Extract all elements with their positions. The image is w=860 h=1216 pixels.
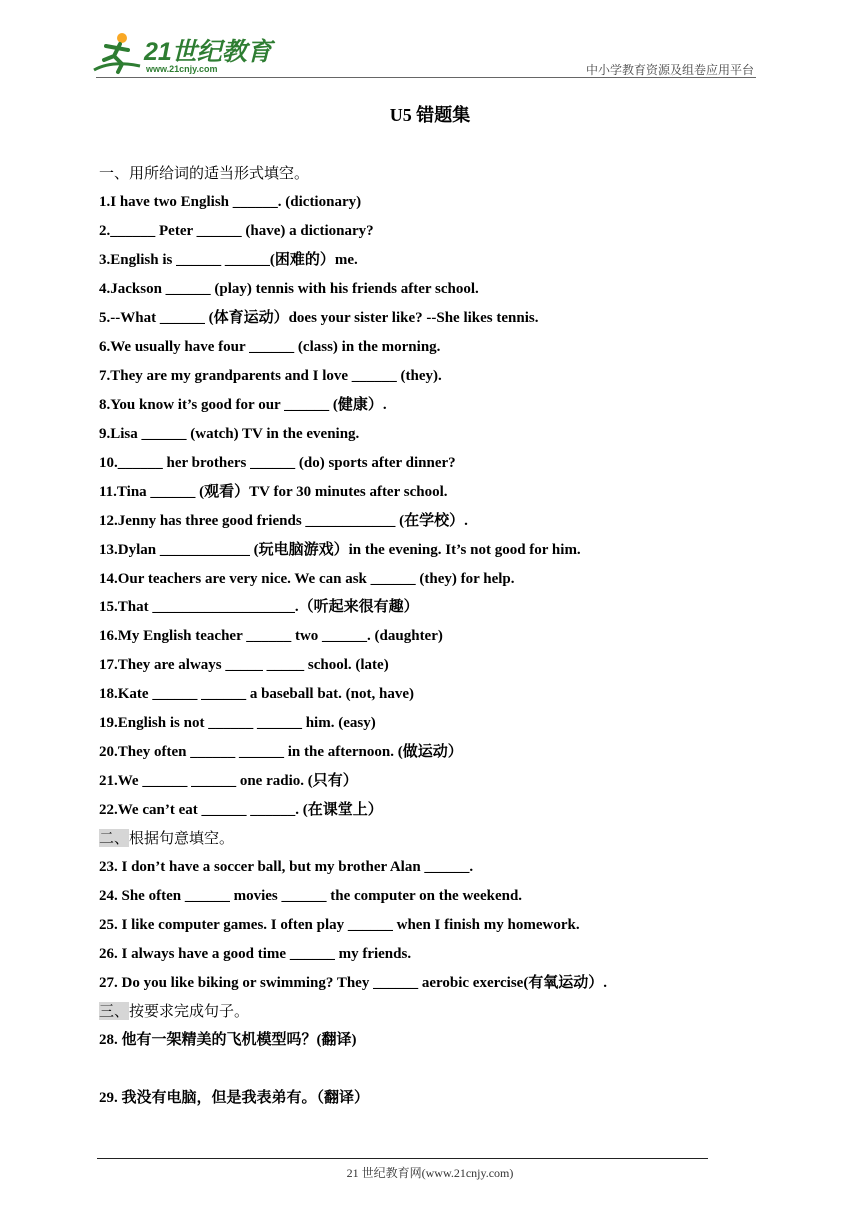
question-4: 4.Jackson ______ (play) tennis with his friends after school.	[99, 281, 479, 297]
section-text-3: 按要求完成句子。	[129, 1002, 250, 1020]
question-22: 22.We can’t eat ______ ______. (在课堂上）	[99, 802, 383, 818]
question-18: 18.Kate ______ ______ a baseball bat. (not, have)	[99, 686, 414, 702]
question-14: 14.Our teachers are very nice. We can ask ______ (they) for help.	[99, 571, 515, 587]
header-divider	[96, 77, 756, 78]
question-28: 28. 他有一架精美的飞机模型吗？(翻译)	[99, 1032, 357, 1048]
platform-name: 中小学教育资源及组卷应用平台	[585, 63, 754, 77]
question-23: 23. I don’t have a soccer ball, but my brother Alan ______.	[99, 859, 474, 875]
question-3: 3.English is ______ ______(困难的）me.	[99, 252, 358, 268]
section-heading-2	[99, 828, 234, 848]
section-heading-1: 一、用所给词的适当形式填空。	[99, 164, 310, 182]
footer-divider	[97, 1158, 708, 1159]
section-number-2: 二、	[99, 829, 130, 847]
question-27: 27. Do you like biking or swimming? They ______ aerobic exercise(有氧运动）.	[99, 975, 608, 991]
page-title: U5 错题集	[389, 105, 471, 125]
question-15: 15.That ___________________.（听起来很有趣）	[99, 599, 419, 615]
question-11: 11.Tina ______ (观看）TV for 30 minutes after school.	[99, 484, 448, 500]
question-19: 19.English is not ______ ______ him. (easy)	[99, 715, 376, 731]
page-header	[0, 0, 860, 90]
question-1: 1.I have two English ______. (dictionary)	[99, 194, 362, 210]
question-2: 2.______ Peter ______ (have) a dictionary?	[99, 223, 374, 239]
logo-url: www.21cnjy.com	[146, 64, 218, 74]
section-heading-3	[99, 1001, 249, 1021]
question-24: 24. She often ______ movies ______ the computer on the weekend.	[99, 888, 523, 904]
question-21: 21.We ______ ______ one radio. (只有）	[99, 773, 358, 789]
logo	[92, 30, 272, 78]
question-16: 16.My English teacher ______ two ______. (daughter)	[99, 628, 443, 644]
question-26: 26. I always have a good time ______ my friends.	[99, 946, 412, 962]
question-17: 17.They are always _____ _____ school. (late)	[99, 657, 389, 673]
question-6: 6.We usually have four ______ (class) in the morning.	[99, 339, 441, 355]
section-number-3: 三、	[99, 1002, 130, 1020]
question-29: 29. 我没有电脑，但是我表弟有。（翻译）	[99, 1090, 370, 1106]
logo-text: 21世纪教育	[144, 38, 272, 66]
question-10: 10.______ her brothers ______ (do) sports after dinner?	[99, 455, 456, 471]
runner-logo-icon	[92, 30, 144, 76]
section-text-2: 根据句意填空。	[129, 829, 235, 847]
question-12: 12.Jenny has three good friends ____________ (在学校）.	[99, 513, 468, 529]
question-8: 8.You know it’s good for our ______ (健康）.	[99, 397, 387, 413]
question-20: 20.They often ______ ______ in the afternoon. (做运动）	[99, 744, 463, 760]
question-9: 9.Lisa ______ (watch) TV in the evening.	[99, 426, 360, 442]
question-7: 7.They are my grandparents and I love ______ (they).	[99, 368, 442, 384]
question-5: 5.--What ______ (体育运动）does your sister like? --She likes tennis.	[99, 310, 539, 326]
question-25: 25. I like computer games. I often play ______ when I finish my homework.	[99, 917, 580, 933]
page-footer: 21 世纪教育网(www.21cnjy.com)	[346, 1166, 514, 1180]
question-13: 13.Dylan ____________ (玩电脑游戏）in the evening. It’s not good for him.	[99, 542, 581, 558]
